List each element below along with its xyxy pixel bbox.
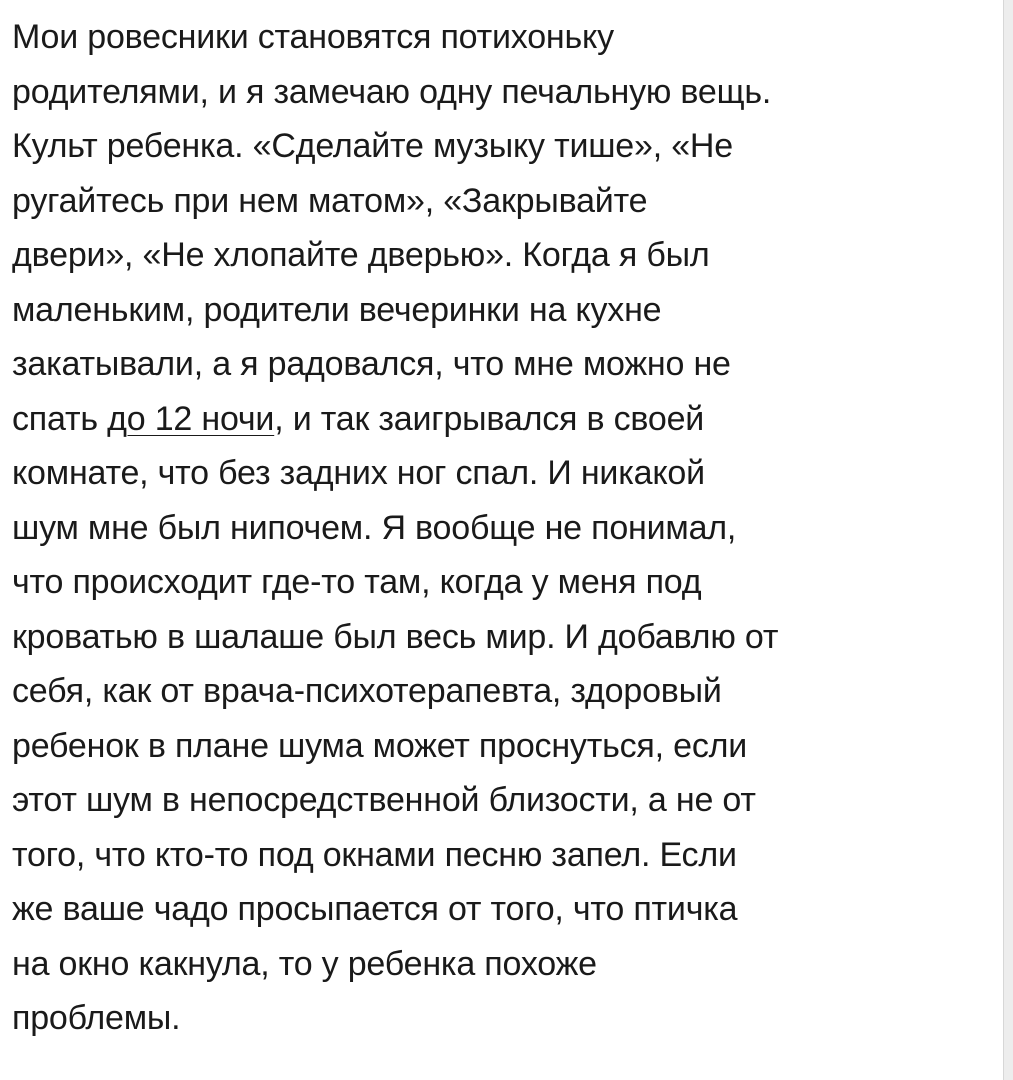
post-line-12: кроватью в шалаше был весь мир. И добавлю от — [12, 617, 779, 656]
post-line-10: шум мне был нипочем. Я вообще не понимал, — [12, 508, 737, 547]
post-line-9: комнате, что без задних ног спал. И никакой — [12, 454, 705, 492]
time-link[interactable]: до 12 ночи — [107, 399, 275, 438]
post-line-5: двери», «Не хлопайте дверью». Когда я был — [12, 236, 710, 274]
post-line-4: ругайтесь при нем матом», «Закрывайте — [12, 181, 648, 220]
post-line-1: Мои ровесники становятся потихоньку — [12, 18, 614, 56]
post-line-15: этот шум в непосредственной близости, а не от — [12, 781, 756, 819]
post-line-3: Культ ребенка. «Сделайте музыку тише», «Не — [12, 127, 733, 165]
post-line-13: себя, как от врача-психотерапевта, здоровый — [12, 672, 722, 710]
right-edge-divider — [1003, 0, 1013, 1080]
post-line-11: что происходит где-то там, когда у меня под — [12, 563, 702, 601]
post-line-18: на окно какнула, то у ребенка похоже — [12, 944, 597, 983]
post-line-16: того, что кто-то под окнами песню запел. Если — [12, 835, 737, 874]
post-line-19: проблемы. — [12, 999, 181, 1037]
post-text — [12, 10, 984, 1046]
post-line-14: ребенок в плане шума может проснуться, если — [12, 726, 748, 765]
post-line-17: же ваше чадо просыпается от того, что птичка — [12, 890, 738, 928]
post-line-6: маленьким, родители вечеринки на кухне — [12, 290, 662, 329]
post-line-8-end: , и так заигрывался в своей — [274, 399, 705, 438]
post-line-2: родителями, и я замечаю одну печальную вещь. — [12, 72, 772, 111]
post-line-8 — [12, 392, 984, 447]
post-line-8-start: спать — [12, 399, 108, 438]
post-line-7: закатывали, а я радовался, что мне можно не — [12, 345, 731, 383]
